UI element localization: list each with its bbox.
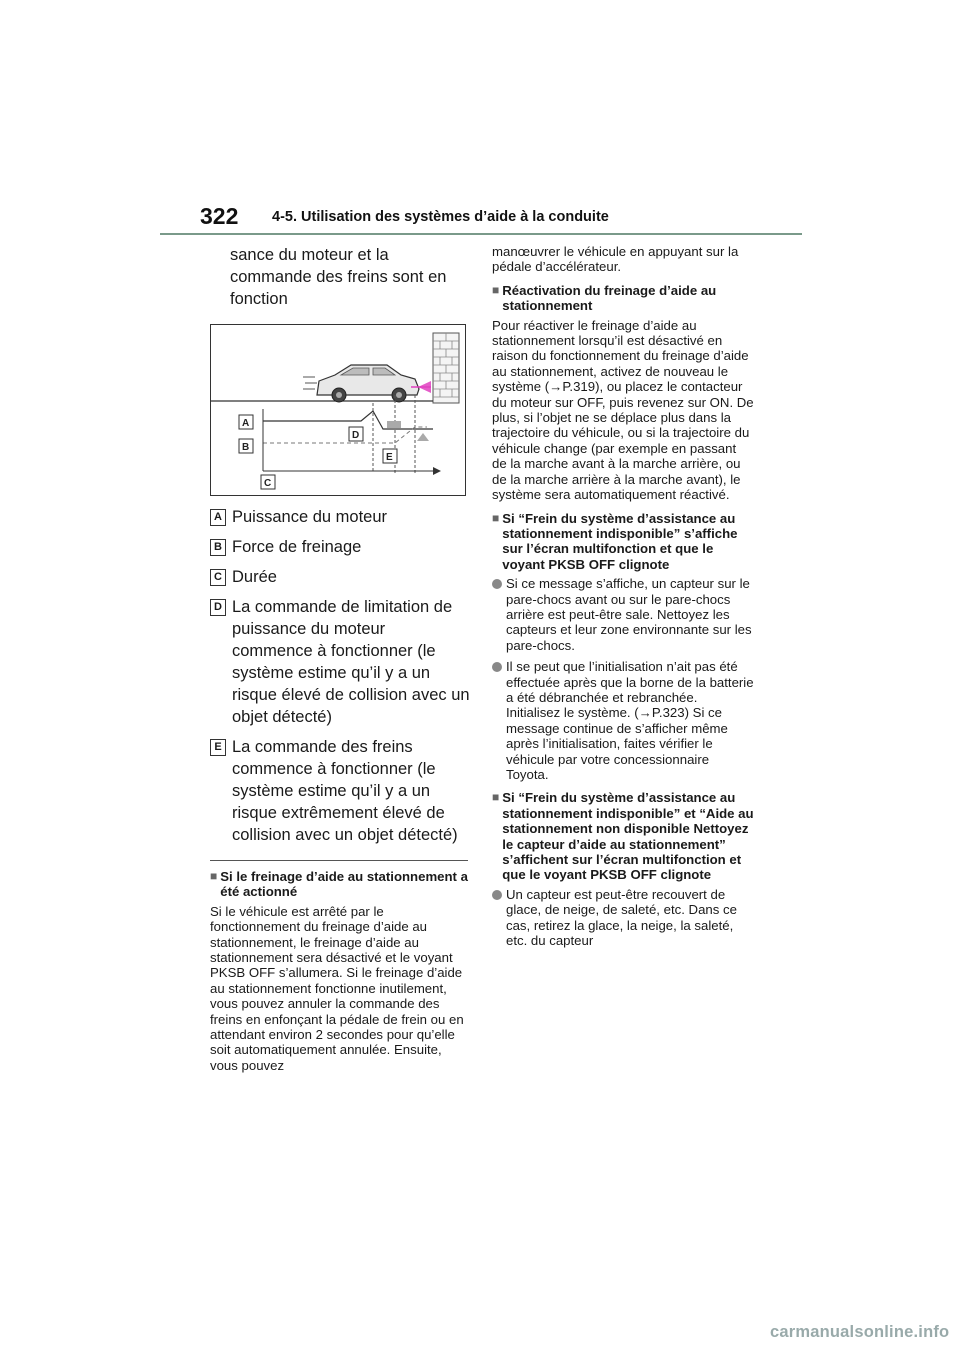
bullet-text: Il se peut que l’initialisation n’ait pas été effectuée après que la borne de la batterie a été débranchée et rebranchée. Initialisez le système. (→P.323) Si ce message continue de s’afficher même après l’initialisation, faites vérifier le véhicule par votre concessionnaire Toyota. bbox=[506, 659, 754, 782]
heading-text: Réactivation du freinage d’aide au stationnement bbox=[502, 282, 717, 314]
square-bullet-icon: ■ bbox=[492, 790, 500, 805]
braking-diagram bbox=[210, 324, 466, 496]
legend-item bbox=[210, 596, 470, 728]
bullet-dot-icon bbox=[492, 890, 502, 900]
square-bullet-icon: ■ bbox=[492, 282, 500, 297]
legend-text: Durée bbox=[232, 568, 277, 586]
legend-key: C bbox=[210, 569, 226, 586]
legend-text: Force de freinage bbox=[232, 538, 362, 556]
header-rule bbox=[160, 233, 802, 235]
legend-key: E bbox=[210, 739, 226, 756]
bullet-dot-icon bbox=[492, 579, 502, 589]
legend-item bbox=[210, 506, 470, 528]
intro-text: sance du moteur et la commande des freins sont en fonction bbox=[230, 246, 447, 308]
motion-lines bbox=[303, 377, 317, 389]
legend-item bbox=[210, 736, 470, 846]
section-heading bbox=[492, 511, 754, 573]
engine-power-line bbox=[263, 411, 433, 429]
heading-text: Si “Frein du système d’assistance au stationnement indisponible” s’affiche sur l’écran multifonction et que le voyant PKSB OFF clignote bbox=[502, 510, 738, 572]
section-heading bbox=[492, 283, 754, 314]
page-header bbox=[0, 0, 960, 240]
heading-text: Si le freinage d’aide au stationnement a été actionné bbox=[220, 869, 468, 900]
left-column bbox=[210, 244, 470, 1073]
bullet-item bbox=[492, 887, 754, 949]
legend-item bbox=[210, 566, 470, 588]
section-body: Pour réactiver le freinage d’aide au stationnement lorsqu’il est désactivé en raison du fonctionnement du freinage d’aide au stationnement, activez de nouveau le système (→P.319), ou placez le contacteur du moteur sur OFF, puis revenez sur ON. De plus, si l’objet ne se déplace plus dans la trajectoire du véhicule, ou si la trajectoire du véhicule change (par exemple en passant de la marche avant à la marche arrière, ou de la marche arrière à la marche avant), le système sera automatiquement réactivé. bbox=[492, 317, 754, 503]
section-divider bbox=[210, 860, 468, 861]
bullet-text: Un capteur est peut-être recouvert de glace, de neige, de saleté, etc. Dans ce cas, retirez la glace, la neige, la saleté, etc. du capteur bbox=[506, 886, 737, 949]
diagram-svg bbox=[211, 325, 465, 495]
legend-key: D bbox=[210, 599, 226, 616]
diagram-label-c: C bbox=[264, 478, 272, 489]
diagram-label-a: A bbox=[242, 418, 250, 429]
page-number: 322 bbox=[200, 203, 239, 229]
legend-text: La commande des freins commence à fonctionner (le système estime qu’il y a un risque extrêmement élevé de collision avec un objet détecté) bbox=[232, 738, 458, 844]
diagram-label-b: B bbox=[242, 442, 250, 453]
diagram-label-e: E bbox=[386, 452, 393, 463]
wall-icon bbox=[433, 333, 459, 403]
diagram-legend bbox=[210, 506, 470, 846]
right-column bbox=[492, 244, 754, 954]
section-title: 4-5. Utilisation des systèmes d’aide à la conduite bbox=[272, 209, 609, 225]
legend-text: La commande de limitation de puissance du moteur commence à fonctionner (le système estime qu’il y a un risque élevé de collision avec un objet détecté) bbox=[232, 598, 470, 726]
bullet-dot-icon bbox=[492, 662, 502, 672]
section-body: Si le véhicule est arrêté par le fonctionnement du freinage d’aide au stationnement, le freinage d’aide au stationnement sera désactivé et le voyant PKSB OFF s’allumera. Si le freinage d’aide au stationnement fonctionne inutilement, vous pouvez annuler la commande des freins en enfonçant la pédale de frein ou en attendant environ 2 secondes pour qu’elle soit automatiquement annulée. Ensuite, vous pouvez bbox=[210, 903, 464, 1073]
watermark: carmanualsonline.info bbox=[770, 1323, 950, 1341]
bullet-text: Si ce message s’affiche, un capteur sur le pare-chocs avant ou sur le pare-chocs arrière est peut-être sale. Nettoyez les capteurs et leur zone environnante sur les pare-chocs. bbox=[506, 576, 752, 653]
diagram-label-d: D bbox=[352, 430, 360, 441]
square-bullet-icon: ■ bbox=[210, 869, 218, 883]
time-arrow-icon bbox=[433, 467, 441, 475]
car-icon bbox=[317, 365, 419, 402]
marker-e-icon bbox=[417, 433, 429, 441]
continuation-text: manœuvrer le véhicule en appuyant sur la pédale d’accélérateur. bbox=[492, 244, 739, 275]
legend-key: A bbox=[210, 509, 226, 526]
heading-text: Si “Frein du système d’assistance au stationnement indisponible” et “Aide au stationnement non disponible Nettoyez le capteur d’aide au stationnement” s’affichent sur l’écran multifonction et que le voyant PKSB OFF clignote bbox=[502, 790, 754, 883]
legend-key: B bbox=[210, 539, 226, 556]
marker-d-icon bbox=[387, 421, 401, 428]
bullet-item bbox=[492, 576, 754, 653]
section-heading bbox=[492, 790, 754, 882]
bullet-item bbox=[492, 659, 754, 782]
square-bullet-icon: ■ bbox=[492, 510, 500, 525]
legend-text: Puissance du moteur bbox=[232, 508, 388, 526]
section-heading bbox=[210, 869, 470, 900]
legend-item bbox=[210, 536, 470, 558]
